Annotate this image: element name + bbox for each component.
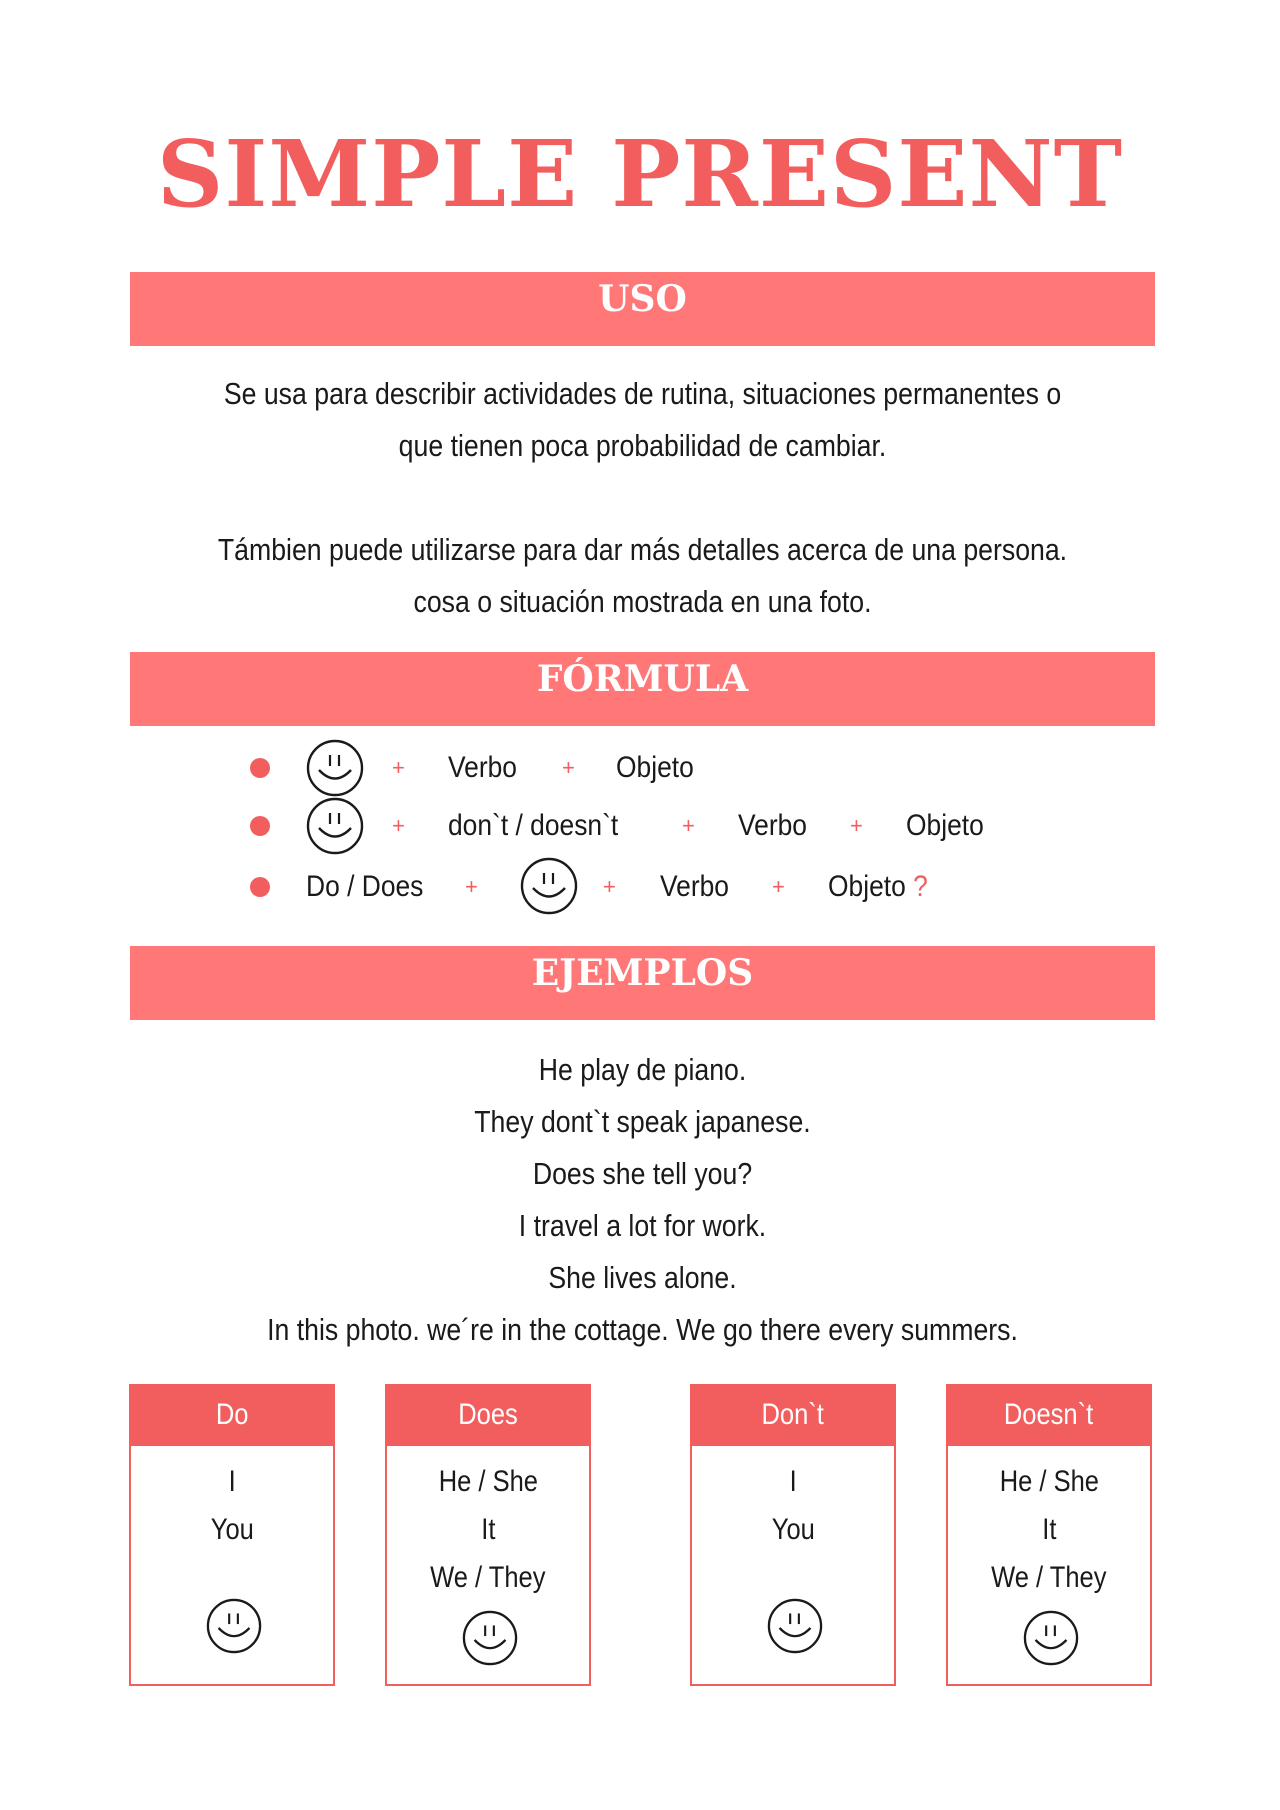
section-header-uso: USO (130, 272, 1155, 346)
formula-row-affirmative (0, 738, 1280, 798)
example-sentence: They dont`t speak japanese. (474, 1104, 811, 1139)
plus-sign: + (603, 874, 616, 899)
card-header-label: Doesn`t (1004, 1398, 1094, 1431)
card-do (129, 1384, 335, 1686)
example-sentence: She lives alone. (548, 1260, 737, 1295)
card-body (387, 1446, 589, 1602)
plus-sign: + (850, 813, 863, 838)
section-header-formula: FÓRMULA (130, 652, 1155, 726)
formula-verb: Verbo (738, 809, 807, 842)
card-header (131, 1386, 333, 1446)
card-subject: I (789, 1465, 797, 1498)
section-header-ejemplos: EJEMPLOS (130, 946, 1155, 1020)
plus-sign: + (465, 874, 478, 899)
example-sentence: He play de piano. (538, 1052, 747, 1087)
formula-question-aux: Do / Does (306, 870, 424, 903)
example-sentence: In this photo. we´re in the cottage. We go there every summers. (267, 1312, 1018, 1347)
formula-verb: Verbo (448, 751, 517, 784)
formula-object (828, 857, 928, 917)
card-header-label: Does (458, 1398, 518, 1431)
smiley-face-icon (767, 1598, 823, 1654)
uso-paragraph-1: Se usa para describir actividades de rutina, situaciones permanentes o que tienen poca probabilidad de cambiar. (223, 376, 1062, 463)
formula-negative-aux: don`t / doesn`t (448, 809, 619, 842)
plus-sign: + (392, 755, 405, 780)
card-header-label: Do (215, 1398, 249, 1431)
card-body (948, 1446, 1150, 1602)
formula-row-negative (0, 796, 1280, 856)
card-subject: It (480, 1513, 496, 1546)
card-subject: I (228, 1465, 236, 1498)
uso-paragraph-2: Támbien puede utilizarse para dar más detalles acerca de una persona. cosa o situación mostrada en una foto. (217, 532, 1068, 619)
card-does (385, 1384, 591, 1686)
plus-sign: + (772, 874, 785, 899)
question-mark: ? (913, 870, 928, 903)
bullet-dot-icon (250, 877, 270, 897)
card-body (131, 1446, 333, 1554)
card-subject: We / They (991, 1561, 1107, 1594)
bullet-dot-icon (250, 816, 270, 836)
card-subject: He / She (438, 1465, 538, 1498)
card-subject: It (1041, 1513, 1057, 1546)
card-subject: You (210, 1513, 254, 1546)
formula-verb: Verbo (660, 870, 729, 903)
card-subject: We / They (430, 1561, 546, 1594)
smiley-face-icon (520, 857, 578, 915)
smiley-face-icon (306, 797, 364, 855)
card-header (387, 1386, 589, 1446)
card-subject: He / She (999, 1465, 1099, 1498)
formula-object: Objeto (616, 751, 694, 784)
plus-sign: + (562, 755, 575, 780)
bullet-dot-icon (250, 758, 270, 778)
plus-sign: + (682, 813, 695, 838)
formula-object: Objeto (906, 809, 984, 842)
example-sentence: I travel a lot for work. (518, 1208, 767, 1243)
page-title: SIMPLE PRESENT (156, 120, 1124, 228)
plus-sign: + (392, 813, 405, 838)
card-doesnt (946, 1384, 1152, 1686)
smiley-face-icon (206, 1598, 262, 1654)
smiley-face-icon (1023, 1610, 1079, 1666)
card-dont (690, 1384, 896, 1686)
card-header (692, 1386, 894, 1446)
formula-object-text: Objeto (828, 870, 906, 903)
card-header-label: Don`t (761, 1398, 825, 1431)
example-sentence: Does she tell you? (532, 1156, 753, 1191)
card-header (948, 1386, 1150, 1446)
formula-row-question (0, 857, 1280, 917)
smiley-face-icon (306, 739, 364, 797)
card-body (692, 1446, 894, 1554)
examples-list (202, 1044, 1084, 1356)
card-subject: You (771, 1513, 815, 1546)
smiley-face-icon (462, 1610, 518, 1666)
